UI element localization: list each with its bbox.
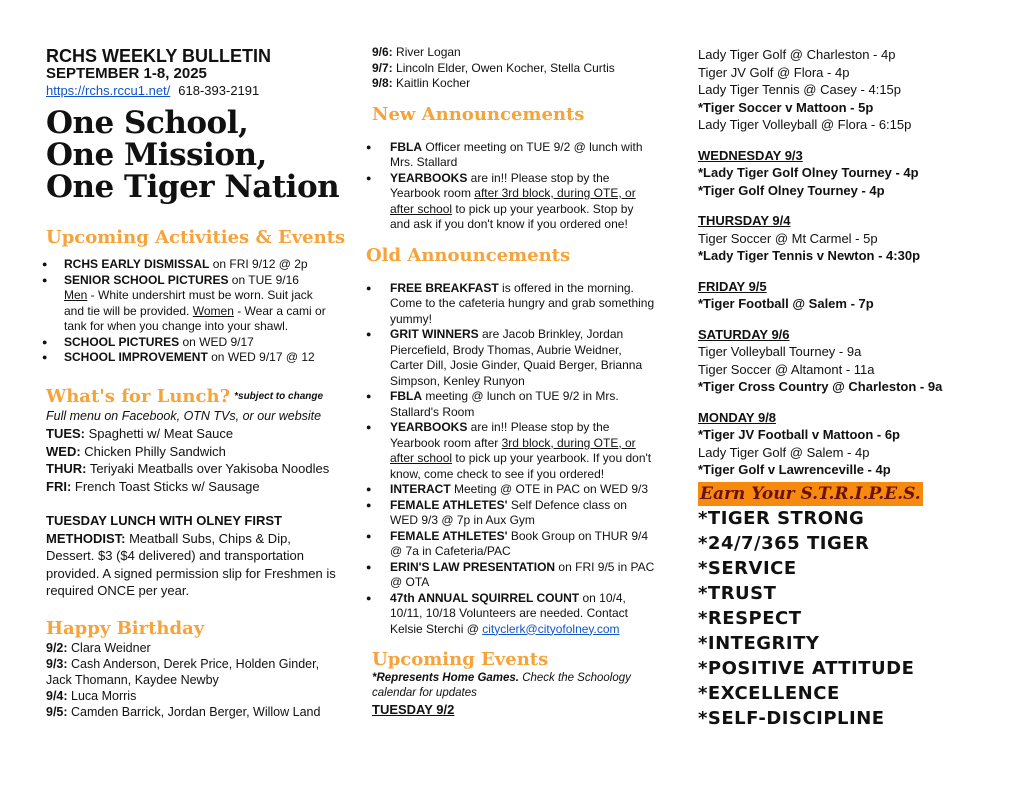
bulletin-title: RCHS WEEKLY BULLETIN <box>46 46 272 66</box>
birthday-entry: 9/2: Clara Weidner <box>46 640 151 655</box>
stripe-item: *SELF-DISCIPLINE <box>698 707 885 729</box>
olney-lunch: TUESDAY LUNCH WITH OLNEY FIRST METHODIST: Meatball Subs, Chips & Dip, Dessert. $3 ($4 delivered) and transportation provided. A signed permission slip for Freshmen is required ONCE per year. <box>46 513 336 598</box>
list-item: ● FBLA meeting @ lunch on TUE 9/2 in Mrs. Stallard's Room <box>366 389 656 420</box>
events-note: *Represents Home Games. Check the Schoology calendar for updates <box>372 672 631 699</box>
day-heading: MONDAY 9/8 <box>698 409 777 425</box>
column-left <box>46 46 346 720</box>
list-item: ● INTERACT Meeting @ OTE in PAC on WED 9/3 <box>366 482 656 498</box>
day-heading: FRIDAY 9/5 <box>698 278 767 294</box>
stripe-item: *SERVICE <box>698 557 797 579</box>
list-item: ● SENIOR SCHOOL PICTURES on TUE 9/16 Men - White undershirt must be worn. Suit jack and tie will be provided. Women - Wear a cami or tank for when you change into your shawl. <box>46 273 336 335</box>
list-item: ● FBLA Officer meeting on TUE 9/2 @ lunch with Mrs. Stallard <box>366 140 656 171</box>
event-item: *Tiger Golf Olney Tourney - 4p <box>698 182 885 198</box>
list-item: ● ERIN'S LAW PRESENTATION on FRI 9/5 in PAC @ OTA <box>366 560 656 591</box>
birthday-entry: 9/3: Cash Anderson, Derek Price, Holden Ginder, Jack Thomann, Kaydee Newby <box>46 656 320 687</box>
old-announcements-heading: Old Announcements <box>366 244 571 266</box>
birthday-entry: 9/7: Lincoln Elder, Owen Kocher, Stella Curtis <box>372 60 615 75</box>
list-item: ● SCHOOL IMPROVEMENT on WED 9/17 @ 12 <box>46 350 336 366</box>
birthday-entry: 9/4: Luca Morris <box>46 688 137 703</box>
lunch-menu-note: Full menu on Facebook, OTN TVs, or our website <box>46 408 322 423</box>
event-item: *Tiger JV Football v Mattoon - 6p <box>698 427 900 442</box>
day-heading: WEDNESDAY 9/3 <box>698 147 803 163</box>
event-item: *Tiger Soccer v Mattoon - 5p <box>698 99 874 115</box>
birthday-entry: 9/6: River Logan <box>372 45 461 59</box>
day-heading: THURSDAY 9/4 <box>698 213 791 228</box>
event-item: *Tiger Football @ Salem - 7p <box>698 296 874 311</box>
lunch-day: FRI: French Toast Sticks w/ Sausage <box>46 478 260 494</box>
new-announcements-list <box>366 140 656 233</box>
motto-line-3: One Tiger Nation <box>46 169 340 205</box>
upcoming-events-heading: Upcoming Events <box>372 649 549 670</box>
contact-line <box>46 83 336 99</box>
day-heading: TUESDAY 9/2 <box>372 702 455 717</box>
stripes-banner <box>698 482 998 506</box>
list-item: ● YEARBOOKS are in!! Please stop by the Yearbook room after 3rd block, during OTE, or after school to pick up your yearbook. Stop by and ask if you don't know if you ordered one! <box>366 171 656 233</box>
birthday-entry: 9/8: Kaitlin Kocher <box>372 76 471 90</box>
list-item: ● RCHS EARLY DISMISSAL on FRI 9/12 @ 2p <box>46 257 336 273</box>
event-item: Tiger Soccer @ Altamont - 11a <box>698 361 875 377</box>
event-item: Tiger JV Golf @ Flora - 4p <box>698 64 850 80</box>
list-item: ● SCHOOL PICTURES on WED 9/17 <box>46 335 336 351</box>
event-item: *Lady Tiger Tennis v Newton - 4:30p <box>698 248 921 263</box>
upcoming-activities-list <box>46 257 336 366</box>
motto <box>46 105 340 205</box>
event-item: Lady Tiger Golf @ Charleston - 4p <box>698 47 896 62</box>
lunch-day: THUR: Teriyaki Meatballs over Yakisoba Noodles <box>46 461 330 476</box>
list-item: ● YEARBOOKS are in!! Please stop by the Yearbook room after 3rd block, during OTE, or after school to pick up your yearbook. If you don't know, come check to see if you ordered! <box>366 420 656 482</box>
event-item: Tiger Soccer @ Mt Carmel - 5p <box>698 230 878 246</box>
birthday-heading: Happy Birthday <box>46 617 205 639</box>
new-announcements-heading: New Announcements <box>372 103 585 125</box>
day-heading: SATURDAY 9/6 <box>698 326 790 342</box>
old-announcements-list <box>366 281 656 638</box>
motto-line-1: One School, <box>46 105 249 141</box>
list-item: ● FREE BREAKFAST is offered in the morning. Come to the cafeteria hungry and grab something yummy! <box>366 281 656 328</box>
lunch-day: TUES: Spaghetti w/ Meat Sauce <box>46 426 234 441</box>
birthday-entry: 9/5: Camden Barrick, Jordan Berger, Willow Land <box>46 704 321 719</box>
stripe-item: *POSITIVE ATTITUDE <box>698 657 915 679</box>
bulletin-dates: SEPTEMBER 1-8, 2025 <box>46 65 207 82</box>
event-item: Lady Tiger Volleyball @ Flora - 6:15p <box>698 117 912 132</box>
stripe-item: *INTEGRITY <box>698 632 820 654</box>
lunch-note: *subject to change <box>234 390 324 402</box>
list-item: ● 47th ANNUAL SQUIRREL COUNT on 10/4, 10/11, 10/18 Volunteers are needed. Contact Kelsie Sterchi @ cityclerk@cityofolney.com <box>366 591 656 638</box>
event-item: Lady Tiger Golf @ Salem - 4p <box>698 444 870 460</box>
stripes-list <box>698 506 998 731</box>
stripes-title: Earn Your S.T.R.I.P.E.S. <box>700 483 921 504</box>
event-item: *Tiger Golf v Lawrenceville - 4p <box>698 462 891 477</box>
stripe-item: *24/7/365 TIGER <box>698 532 870 554</box>
lunch-day: WED: Chicken Philly Sandwich <box>46 443 226 459</box>
event-item: *Lady Tiger Golf Olney Tourney - 4p <box>698 165 919 180</box>
list-item: ● FEMALE ATHLETES' Book Group on THUR 9/4 @ 7a in Cafeteria/PAC <box>366 529 656 560</box>
upcoming-activities-heading: Upcoming Activities & Events <box>46 227 346 248</box>
stripe-item: *TRUST <box>698 582 777 604</box>
column-middle <box>366 45 656 719</box>
stripe-item: *TIGER STRONG <box>698 507 865 529</box>
email-link[interactable]: cityclerk@cityofolney.com <box>482 621 620 636</box>
list-item: ● FEMALE ATHLETES' Self Defence class on WED 9/3 @ 7p in Aux Gym <box>366 498 656 529</box>
phone-number: 618-393-2191 <box>178 83 260 98</box>
event-item: Tiger Volleyball Tourney - 9a <box>698 344 862 359</box>
school-website-link[interactable]: https://rchs.rccu1.net/ <box>46 83 171 98</box>
lunch-heading: What's for Lunch? $^{*subject to change}$ <box>46 385 324 407</box>
stripe-item: *EXCELLENCE <box>698 682 840 704</box>
column-right <box>698 46 998 731</box>
stripe-item: *RESPECT <box>698 607 802 629</box>
event-item: *Tiger Cross Country @ Charleston - 9a <box>698 379 943 394</box>
event-item: Lady Tiger Tennis @ Casey - 4:15p <box>698 82 902 97</box>
motto-line-2: One Mission, <box>46 137 267 173</box>
list-item: ● GRIT WINNERS are Jacob Brinkley, Jordan Piercefield, Brody Thomas, Aubrie Weidner, Carter Dill, Josie Ginder, Quaid Berger, Brianna Simpson, Kenley Runyon <box>366 327 656 389</box>
